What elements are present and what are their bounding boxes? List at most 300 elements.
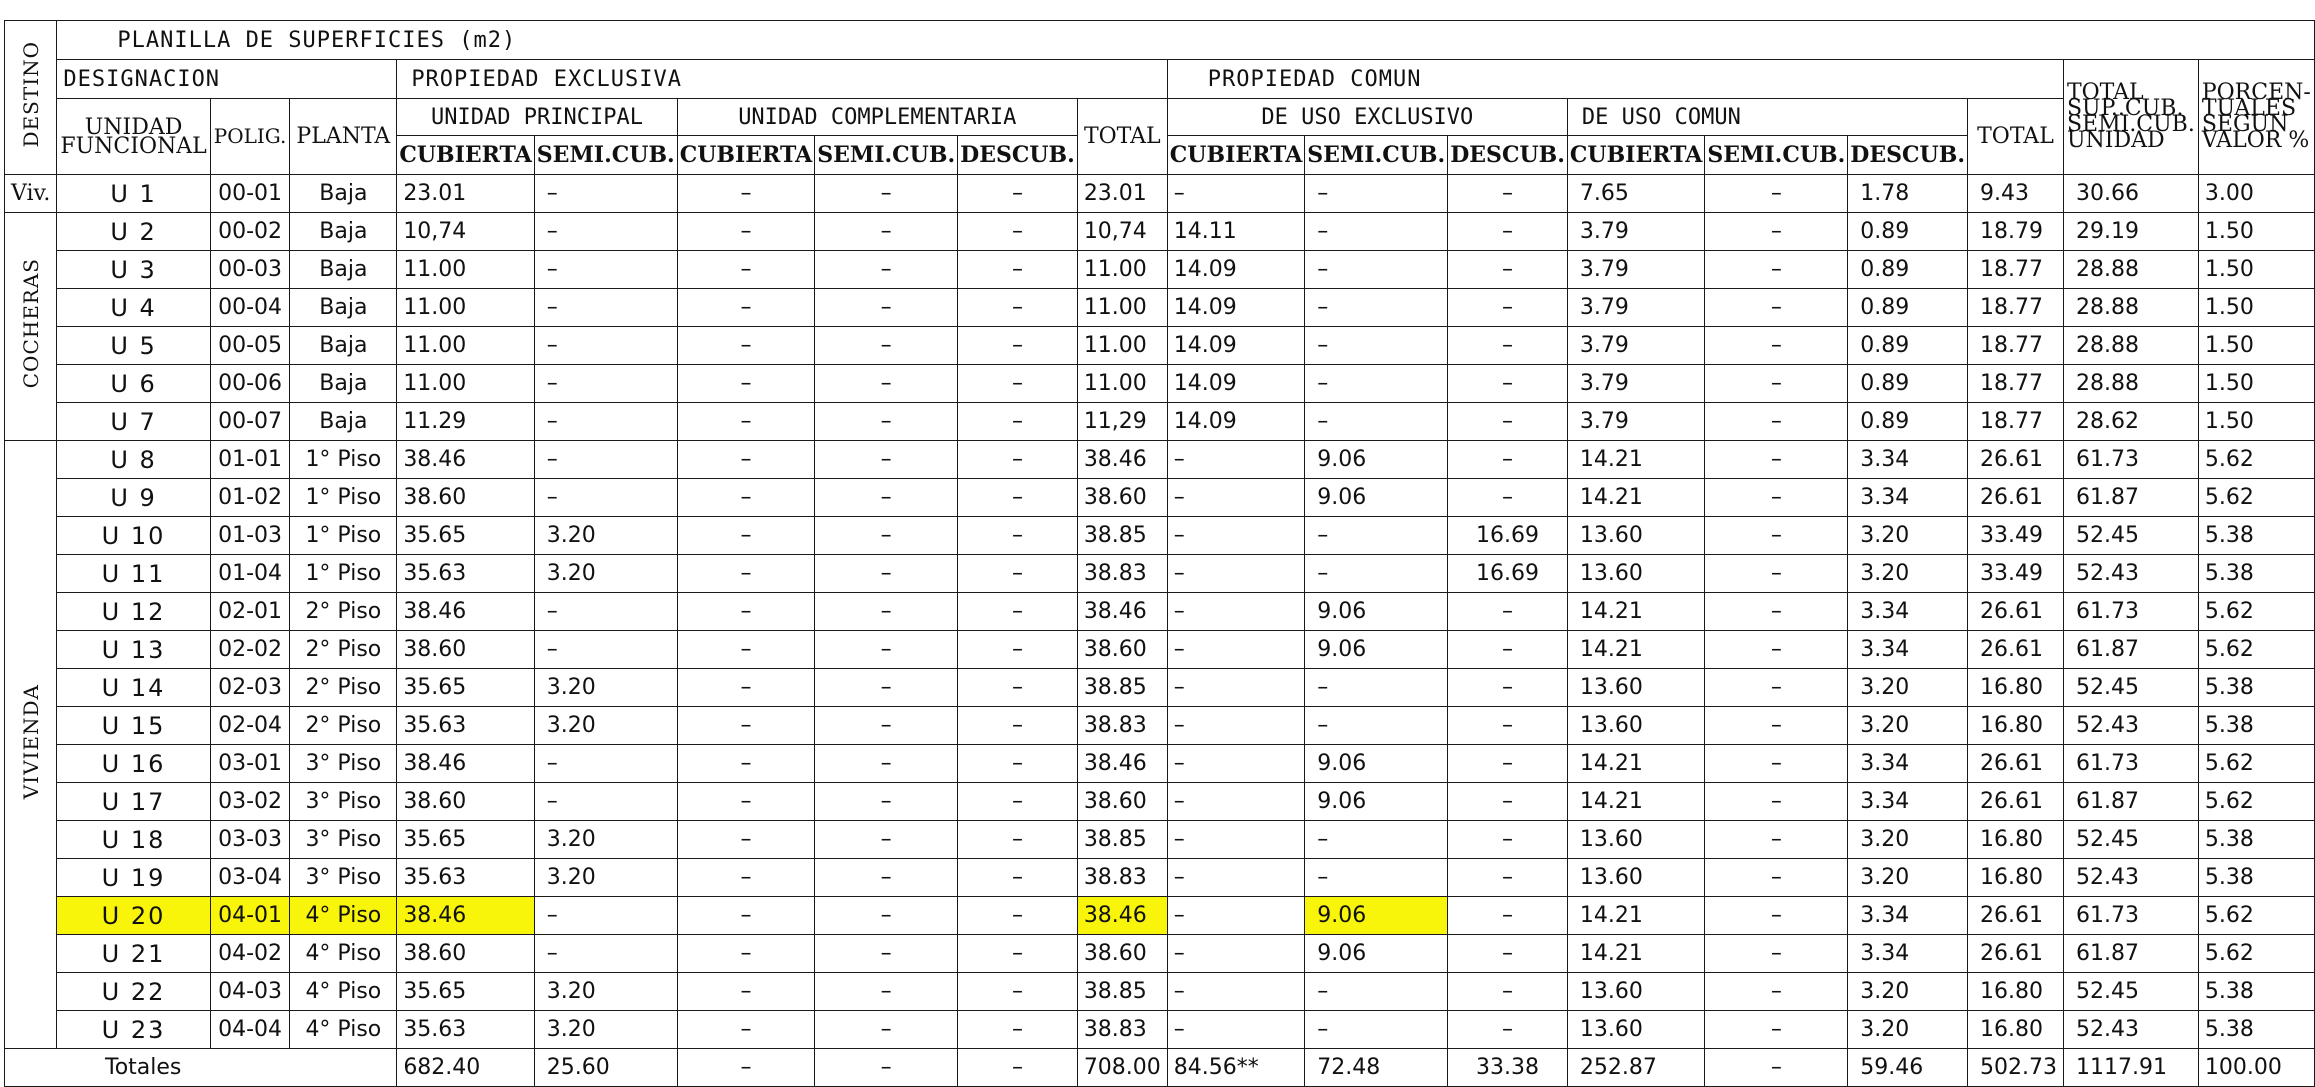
pe-semicub-cell: – <box>534 897 677 935</box>
uco-cubierta-cell: 3.79 <box>1567 327 1704 365</box>
pe-cubierta-cell: 38.60 <box>397 935 534 973</box>
polig-cell: 03-04 <box>210 859 290 897</box>
uc-descub-cell: – <box>958 973 1078 1011</box>
uc-cubierta-cell: – <box>677 897 814 935</box>
pe-total-cell: 38.46 <box>1077 897 1167 935</box>
uco-cubierta-cell: 3.79 <box>1567 403 1704 441</box>
pc-total-cell: 18.77 <box>1967 289 2063 327</box>
uc-descub-cell: – <box>958 441 1078 479</box>
porcentual-cell: 5.38 <box>2198 669 2314 707</box>
uc-semicub-cell: – <box>815 973 958 1011</box>
polig-cell: 00-06 <box>210 365 290 403</box>
pe-cubierta-cell: 38.60 <box>397 631 534 669</box>
total-sup-cell: 28.88 <box>2063 251 2198 289</box>
ue-descub-cell: – <box>1448 669 1568 707</box>
surface-table <box>4 20 2315 1087</box>
ue-cubierta-cell: 14.09 <box>1167 403 1304 441</box>
uc-semicub-cell: – <box>815 745 958 783</box>
uco-descub-cell: 3.34 <box>1848 783 1968 821</box>
total-total-sup-cell: 1117.91 <box>2063 1049 2198 1087</box>
table-row <box>5 897 2315 935</box>
ue-descub-cell: – <box>1448 935 1568 973</box>
col-uc-semicub: SEMI.CUB. <box>815 136 958 175</box>
uco-cubierta-cell: 13.60 <box>1567 821 1704 859</box>
uc-cubierta-cell: – <box>677 821 814 859</box>
pe-semicub-cell: 3.20 <box>534 973 677 1011</box>
planta-cell: Baja <box>290 289 397 327</box>
uco-cubierta-cell: 13.60 <box>1567 707 1704 745</box>
pe-cubierta-cell: 11.00 <box>397 251 534 289</box>
ue-cubierta-cell: 14.09 <box>1167 289 1304 327</box>
pe-semicub-cell: 3.20 <box>534 707 677 745</box>
uco-descub-cell: 0.89 <box>1848 251 1968 289</box>
table-row <box>5 289 2315 327</box>
uco-cubierta-cell: 3.79 <box>1567 365 1704 403</box>
planta-cell: 4° Piso <box>290 1011 397 1049</box>
total-sup-cell: 61.73 <box>2063 897 2198 935</box>
pe-total-cell: 38.46 <box>1077 745 1167 783</box>
ue-descub-cell: – <box>1448 175 1568 213</box>
uc-semicub-cell: – <box>815 555 958 593</box>
ue-descub-cell: – <box>1448 213 1568 251</box>
uc-descub-cell: – <box>958 707 1078 745</box>
total-uc-descub-cell: – <box>958 1049 1078 1087</box>
uco-semicub-cell: – <box>1705 289 1848 327</box>
polig-cell: 00-03 <box>210 251 290 289</box>
pe-semicub-cell: – <box>534 251 677 289</box>
uco-cubierta-cell: 14.21 <box>1567 593 1704 631</box>
total-sup-cell: 61.73 <box>2063 745 2198 783</box>
unidad-funcional-cell: U 22 <box>57 973 210 1011</box>
porcentual-cell: 5.62 <box>2198 783 2314 821</box>
pe-total-cell: 11,29 <box>1077 403 1167 441</box>
uc-cubierta-cell: – <box>677 593 814 631</box>
uco-cubierta-cell: 7.65 <box>1567 175 1704 213</box>
ue-semicub-cell: – <box>1305 213 1448 251</box>
planta-cell: 3° Piso <box>290 821 397 859</box>
table-header <box>5 21 2315 175</box>
pc-total-cell: 26.61 <box>1967 441 2063 479</box>
ue-descub-cell: – <box>1448 859 1568 897</box>
uc-descub-cell: – <box>958 175 1078 213</box>
uco-semicub-cell: – <box>1705 1011 1848 1049</box>
uco-descub-cell: 0.89 <box>1848 327 1968 365</box>
uco-semicub-cell: – <box>1705 859 1848 897</box>
uco-cubierta-cell: 14.21 <box>1567 935 1704 973</box>
ue-cubierta-cell: – <box>1167 631 1304 669</box>
ue-semicub-cell: – <box>1305 403 1448 441</box>
total-sup-cell: 52.45 <box>2063 517 2198 555</box>
table-row <box>5 859 2315 897</box>
pe-semicub-cell: 3.20 <box>534 821 677 859</box>
uc-cubierta-cell: – <box>677 251 814 289</box>
total-sup-cell: 28.88 <box>2063 365 2198 403</box>
pe-cubierta-cell: 35.63 <box>397 1011 534 1049</box>
pe-total-cell: 38.60 <box>1077 783 1167 821</box>
polig-cell: 00-05 <box>210 327 290 365</box>
ue-semicub-cell: 9.06 <box>1305 479 1448 517</box>
ue-semicub-cell: 9.06 <box>1305 783 1448 821</box>
pe-total-cell: 38.60 <box>1077 935 1167 973</box>
ue-semicub-cell: – <box>1305 1011 1448 1049</box>
total-sup-cell: 28.88 <box>2063 289 2198 327</box>
pe-cubierta-cell: 35.63 <box>397 707 534 745</box>
ue-cubierta-cell: 14.09 <box>1167 251 1304 289</box>
pc-total-cell: 26.61 <box>1967 479 2063 517</box>
uc-descub-cell: – <box>958 555 1078 593</box>
ue-descub-cell: – <box>1448 973 1568 1011</box>
ue-cubierta-cell: – <box>1167 859 1304 897</box>
ue-descub-cell: – <box>1448 745 1568 783</box>
uco-cubierta-cell: 14.21 <box>1567 441 1704 479</box>
total-sup-cell: 52.43 <box>2063 859 2198 897</box>
uco-semicub-cell: – <box>1705 973 1848 1011</box>
total-sup-cell: 61.73 <box>2063 441 2198 479</box>
ue-cubierta-cell: – <box>1167 821 1304 859</box>
uco-cubierta-cell: 14.21 <box>1567 897 1704 935</box>
unidad-funcional-cell: U 15 <box>57 707 210 745</box>
ue-cubierta-cell: – <box>1167 783 1304 821</box>
porcentual-cell: 5.62 <box>2198 631 2314 669</box>
uco-cubierta-cell: 14.21 <box>1567 783 1704 821</box>
pe-total-cell: 11.00 <box>1077 327 1167 365</box>
uc-descub-cell: – <box>958 403 1078 441</box>
uco-descub-cell: 3.20 <box>1848 517 1968 555</box>
uc-semicub-cell: – <box>815 517 958 555</box>
uc-descub-cell: – <box>958 365 1078 403</box>
uc-semicub-cell: – <box>815 897 958 935</box>
pc-total-cell: 16.80 <box>1967 973 2063 1011</box>
pc-total-cell: 26.61 <box>1967 745 2063 783</box>
total-pe-cubierta-cell: 682.40 <box>397 1049 534 1087</box>
porcentual-cell: 3.00 <box>2198 175 2314 213</box>
pe-total-cell: 38.46 <box>1077 593 1167 631</box>
ue-semicub-cell: – <box>1305 555 1448 593</box>
table-row <box>5 821 2315 859</box>
table-row <box>5 327 2315 365</box>
uc-descub-cell: – <box>958 745 1078 783</box>
pe-semicub-cell: – <box>534 327 677 365</box>
pe-cubierta-cell: 35.65 <box>397 517 534 555</box>
pe-total-cell: 11.00 <box>1077 289 1167 327</box>
porcentual-cell: 1.50 <box>2198 289 2314 327</box>
total-sup-cell: 52.45 <box>2063 669 2198 707</box>
pe-cubierta-cell: 35.63 <box>397 859 534 897</box>
uc-semicub-cell: – <box>815 365 958 403</box>
uco-descub-cell: 0.89 <box>1848 289 1968 327</box>
total-pe-total-cell: 708.00 <box>1077 1049 1167 1087</box>
unidad-funcional-cell: U 14 <box>57 669 210 707</box>
ue-descub-cell: – <box>1448 289 1568 327</box>
polig-cell: 04-01 <box>210 897 290 935</box>
propiedad-comun-header: PROPIEDAD COMUN <box>1167 60 2063 99</box>
unidad-funcional-cell: U 11 <box>57 555 210 593</box>
pc-total-cell: 18.77 <box>1967 327 2063 365</box>
porcentual-cell: 1.50 <box>2198 213 2314 251</box>
pe-cubierta-cell: 38.60 <box>397 479 534 517</box>
pe-semicub-cell: – <box>534 365 677 403</box>
unidad-funcional-cell: U 23 <box>57 1011 210 1049</box>
polig-cell: 00-01 <box>210 175 290 213</box>
ue-cubierta-cell: – <box>1167 897 1304 935</box>
porcentual-cell: 5.38 <box>2198 821 2314 859</box>
uco-descub-cell: 3.34 <box>1848 593 1968 631</box>
table-row <box>5 973 2315 1011</box>
total-pc-total-cell: 502.73 <box>1967 1049 2063 1087</box>
sheet-title: PLANILLA DE SUPERFICIES (m2) <box>57 21 2314 60</box>
uco-cubierta-cell: 14.21 <box>1567 479 1704 517</box>
total-sup-cell: 52.45 <box>2063 973 2198 1011</box>
total-uco-descub-cell: 59.46 <box>1848 1049 1968 1087</box>
uco-descub-cell: 3.34 <box>1848 631 1968 669</box>
uc-descub-cell: – <box>958 213 1078 251</box>
polig-cell: 02-02 <box>210 631 290 669</box>
unidad-funcional-cell: U 21 <box>57 935 210 973</box>
pe-total-cell: 38.85 <box>1077 821 1167 859</box>
ue-semicub-cell: 9.06 <box>1305 745 1448 783</box>
table-row <box>5 175 2315 213</box>
porcentual-cell: 5.38 <box>2198 859 2314 897</box>
total-uc-semicub-cell: – <box>815 1049 958 1087</box>
col-ue-semicub: SEMI.CUB. <box>1305 136 1448 175</box>
table-row <box>5 1011 2315 1049</box>
total-sup-cell: 52.45 <box>2063 821 2198 859</box>
pc-total-cell: 26.61 <box>1967 783 2063 821</box>
total-sup-header: TOTAL SUP..CUB. SEMI.CUB. UNIDAD <box>2063 60 2198 175</box>
uc-semicub-cell: – <box>815 935 958 973</box>
ue-semicub-cell: – <box>1305 289 1448 327</box>
uco-semicub-cell: – <box>1705 213 1848 251</box>
pc-total-cell: 16.80 <box>1967 859 2063 897</box>
ue-semicub-cell: – <box>1305 669 1448 707</box>
planta-cell: Baja <box>290 213 397 251</box>
pe-semicub-cell: 3.20 <box>534 859 677 897</box>
pe-cubierta-cell: 38.46 <box>397 441 534 479</box>
uc-semicub-cell: – <box>815 175 958 213</box>
uco-cubierta-cell: 14.21 <box>1567 745 1704 783</box>
ue-descub-cell: – <box>1448 783 1568 821</box>
ue-semicub-cell: – <box>1305 859 1448 897</box>
uco-descub-cell: 3.34 <box>1848 745 1968 783</box>
totals-row <box>5 1049 2315 1087</box>
col-up-semicub: SEMI.CUB. <box>534 136 677 175</box>
uc-cubierta-cell: – <box>677 783 814 821</box>
col-uc-cubierta: CUBIERTA <box>677 136 814 175</box>
table-row <box>5 479 2315 517</box>
porcentual-cell: 5.38 <box>2198 707 2314 745</box>
ue-semicub-cell: 9.06 <box>1305 897 1448 935</box>
uco-descub-cell: 3.34 <box>1848 897 1968 935</box>
uc-descub-cell: – <box>958 479 1078 517</box>
uco-cubierta-cell: 13.60 <box>1567 669 1704 707</box>
uco-cubierta-cell: 13.60 <box>1567 555 1704 593</box>
ue-semicub-cell: – <box>1305 517 1448 555</box>
planta-header: PLANTA <box>290 99 397 175</box>
total-uco-cubierta-cell: 252.87 <box>1567 1049 1704 1087</box>
uc-semicub-cell: – <box>815 213 958 251</box>
ue-cubierta-cell: – <box>1167 669 1304 707</box>
pc-total-cell: 9.43 <box>1967 175 2063 213</box>
planta-cell: 3° Piso <box>290 859 397 897</box>
polig-header: POLIG. <box>210 99 290 175</box>
planta-cell: 1° Piso <box>290 479 397 517</box>
destino-header: DESTINO <box>5 21 57 175</box>
pc-total-cell: 16.80 <box>1967 707 2063 745</box>
ue-descub-cell: – <box>1448 403 1568 441</box>
group-vivienda: VIVIENDA <box>5 441 57 1049</box>
ue-descub-cell: – <box>1448 479 1568 517</box>
planta-cell: 4° Piso <box>290 973 397 1011</box>
pe-cubierta-cell: 10,74 <box>397 213 534 251</box>
pe-total-cell: 23.01 <box>1077 175 1167 213</box>
uc-semicub-cell: – <box>815 859 958 897</box>
porcentual-cell: 1.50 <box>2198 365 2314 403</box>
uco-cubierta-cell: 13.60 <box>1567 859 1704 897</box>
uc-cubierta-cell: – <box>677 175 814 213</box>
pe-semicub-cell: 3.20 <box>534 555 677 593</box>
pc-total-cell: 18.77 <box>1967 251 2063 289</box>
table-row <box>5 745 2315 783</box>
unidad-funcional-cell: U 16 <box>57 745 210 783</box>
unidad-funcional-header: UNIDAD FUNCIONAL <box>57 99 210 175</box>
uc-cubierta-cell: – <box>677 859 814 897</box>
pe-total-cell: 38.83 <box>1077 859 1167 897</box>
planta-cell: 2° Piso <box>290 593 397 631</box>
total-ue-semicub-cell: 72.48 <box>1305 1049 1448 1087</box>
porcentual-cell: 5.62 <box>2198 479 2314 517</box>
pc-total-cell: 16.80 <box>1967 821 2063 859</box>
pe-semicub-cell: – <box>534 441 677 479</box>
ue-cubierta-cell: – <box>1167 707 1304 745</box>
pc-total-cell: 26.61 <box>1967 897 2063 935</box>
uco-descub-cell: 0.89 <box>1848 365 1968 403</box>
planta-cell: 1° Piso <box>290 517 397 555</box>
ue-cubierta-cell: – <box>1167 517 1304 555</box>
porcentuales-header: PORCEN- TUALES SEGUN VALOR % <box>2198 60 2314 175</box>
planta-cell: Baja <box>290 403 397 441</box>
pe-total-cell: 38.85 <box>1077 973 1167 1011</box>
planta-cell: 2° Piso <box>290 669 397 707</box>
total-ue-descub-cell: 33.38 <box>1448 1049 1568 1087</box>
uc-descub-cell: – <box>958 327 1078 365</box>
pc-total-cell: 18.79 <box>1967 213 2063 251</box>
pe-total-cell: 11.00 <box>1077 251 1167 289</box>
ue-semicub-cell: – <box>1305 175 1448 213</box>
ue-descub-cell: – <box>1448 441 1568 479</box>
ue-cubierta-cell: – <box>1167 973 1304 1011</box>
pe-semicub-cell: – <box>534 403 677 441</box>
pc-total-cell: 16.80 <box>1967 1011 2063 1049</box>
total-sup-cell: 61.87 <box>2063 935 2198 973</box>
polig-cell: 01-01 <box>210 441 290 479</box>
planta-cell: Baja <box>290 251 397 289</box>
table-row <box>5 935 2315 973</box>
uc-semicub-cell: – <box>815 251 958 289</box>
ue-descub-cell: 16.69 <box>1448 517 1568 555</box>
table-row <box>5 213 2315 251</box>
uc-semicub-cell: – <box>815 707 958 745</box>
table-row <box>5 365 2315 403</box>
uco-descub-cell: 3.20 <box>1848 859 1968 897</box>
pc-total-cell: 16.80 <box>1967 669 2063 707</box>
uco-cubierta-cell: 3.79 <box>1567 289 1704 327</box>
total-sup-cell: 52.43 <box>2063 1011 2198 1049</box>
total-sup-cell: 30.66 <box>2063 175 2198 213</box>
pe-cubierta-cell: 35.65 <box>397 821 534 859</box>
total-sup-cell: 28.88 <box>2063 327 2198 365</box>
ue-semicub-cell: – <box>1305 251 1448 289</box>
uc-cubierta-cell: – <box>677 365 814 403</box>
table-row <box>5 593 2315 631</box>
total-uco-semicub-cell: – <box>1705 1049 1848 1087</box>
polig-cell: 03-02 <box>210 783 290 821</box>
uc-semicub-cell: – <box>815 441 958 479</box>
porcentual-cell: 5.38 <box>2198 1011 2314 1049</box>
col-up-cubierta: CUBIERTA <box>397 136 534 175</box>
ue-cubierta-cell: – <box>1167 555 1304 593</box>
polig-cell: 01-03 <box>210 517 290 555</box>
uc-cubierta-cell: – <box>677 555 814 593</box>
col-ue-descub: DESCUB. <box>1448 136 1568 175</box>
ue-descub-cell: – <box>1448 1011 1568 1049</box>
pe-semicub-cell: – <box>534 479 677 517</box>
uc-cubierta-cell: – <box>677 669 814 707</box>
ue-semicub-cell: 9.06 <box>1305 441 1448 479</box>
uco-semicub-cell: – <box>1705 327 1848 365</box>
pe-semicub-cell: – <box>534 631 677 669</box>
polig-cell: 04-04 <box>210 1011 290 1049</box>
ue-descub-cell: – <box>1448 365 1568 403</box>
uco-semicub-cell: – <box>1705 631 1848 669</box>
uco-semicub-cell: – <box>1705 783 1848 821</box>
ue-cubierta-cell: – <box>1167 745 1304 783</box>
ue-cubierta-cell: – <box>1167 1011 1304 1049</box>
ue-descub-cell: – <box>1448 897 1568 935</box>
pc-total-cell: 33.49 <box>1967 517 2063 555</box>
uco-descub-cell: 1.78 <box>1848 175 1968 213</box>
unidad-funcional-cell: U 9 <box>57 479 210 517</box>
uc-semicub-cell: – <box>815 479 958 517</box>
planta-cell: 4° Piso <box>290 897 397 935</box>
uco-descub-cell: 3.34 <box>1848 441 1968 479</box>
porcentual-cell: 5.38 <box>2198 517 2314 555</box>
pc-total-header: TOTAL <box>1967 99 2063 175</box>
uc-cubierta-cell: – <box>677 1011 814 1049</box>
uco-semicub-cell: – <box>1705 593 1848 631</box>
uc-descub-cell: – <box>958 631 1078 669</box>
uc-descub-cell: – <box>958 897 1078 935</box>
ue-semicub-cell: – <box>1305 327 1448 365</box>
total-sup-cell: 52.43 <box>2063 555 2198 593</box>
uco-semicub-cell: – <box>1705 403 1848 441</box>
col-uc-descub: DESCUB. <box>958 136 1078 175</box>
ue-semicub-cell: – <box>1305 973 1448 1011</box>
total-sup-cell: 29.19 <box>2063 213 2198 251</box>
pe-total-cell: 38.83 <box>1077 555 1167 593</box>
total-pe-semicub-cell: 25.60 <box>534 1049 677 1087</box>
total-sup-cell: 61.87 <box>2063 631 2198 669</box>
unidad-funcional-cell: U 17 <box>57 783 210 821</box>
pe-total-cell: 38.83 <box>1077 1011 1167 1049</box>
planta-cell: 3° Piso <box>290 745 397 783</box>
ue-semicub-cell: 9.06 <box>1305 593 1448 631</box>
uc-cubierta-cell: – <box>677 327 814 365</box>
ue-descub-cell: – <box>1448 251 1568 289</box>
unidad-funcional-cell: U 1 <box>57 175 210 213</box>
table-row <box>5 631 2315 669</box>
uco-semicub-cell: – <box>1705 365 1848 403</box>
ue-cubierta-cell: – <box>1167 441 1304 479</box>
